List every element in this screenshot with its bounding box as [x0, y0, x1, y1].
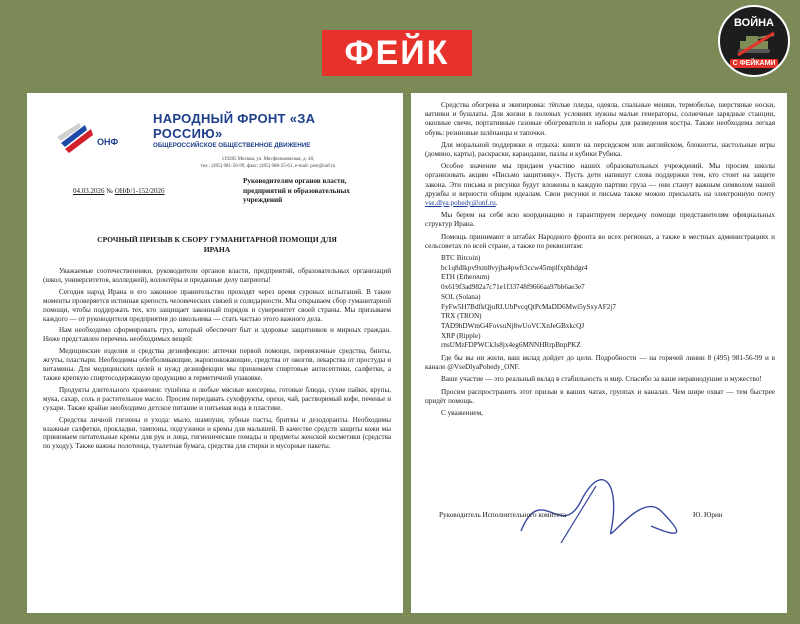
requisite-line: 0x619f3ad982a7c71e1f33748f9666aa97bb6ae3e7 [441, 283, 585, 292]
email-link[interactable]: vse.dlya.pobedy@onf.ru [425, 199, 496, 208]
paragraph: Нам необходимо сформировать груз, который обеспечит быт и здоровье защитников и мирных граждан. Ниже представлен перечень необходимых вещей: [43, 326, 391, 344]
requisite-line: XRP (Ripple) [441, 331, 481, 340]
page1-body [43, 267, 391, 451]
letterhead [43, 105, 391, 177]
paragraph: Сегодня народ Ирана и его законное правительство проходят через время суровых испытаний. В такие моменты проверяется истинная крепость человеческих связей и солидарности. Мы открываем сбор гуманитарной помощи, чтобы поддержать тех, кто защищает законный порядок и суверенитет своей страны. Мы призываем каждого — от руководителя предприятия до школьника — стать частью этого важного дела. [43, 287, 391, 323]
letter-page-2 [411, 93, 787, 613]
onf-flag-logo [55, 115, 125, 155]
addressee: Руководителям органов власти, предприятий и образовательных учреждений [243, 177, 350, 204]
requisite-line: TAD9hDWmG4FovsuNj8wUoVCXnJeGBxkcQJ [441, 321, 585, 330]
logo-bottom-text: С ФЕЙКАМИ [730, 59, 778, 68]
org-address: 119285 Москва, ул. Мосфильмовская, д. 40, тел.: (495) 981-56-99, факс: (495) 988-25-61, e-mail: post@onf.ru [200, 157, 336, 169]
requisites-list [441, 254, 775, 351]
requisite-line: bc1q8dlkpv9xm8vyjha4pwft3ccw45mplfxphhdgr4 [441, 263, 588, 272]
war-on-fakes-logo [718, 5, 790, 77]
paragraph: Средства личной гигиены и ухода: мыло, шампуни, зубные пасты, бритвы и дезодоранты. Необходимы влажные салфетки, прокладки, тампоны, подгузники и кремы для малышей. В качестве средств защиты кожи мы принимаем питательные кремы для рук и лица, гигиенические помады и предметы женской косметики (средства по уходу). Также важны полотенца, туалетная бумага, средства для стирки и мусорные пакеты. [43, 415, 391, 451]
org-name: НАРОДНЫЙ ФРОНТ «ЗА РОССИЮ» [153, 111, 316, 141]
closing-regards: С уважением, [441, 409, 483, 418]
fake-badge: ФЕЙК [322, 30, 472, 76]
signature-line [439, 511, 759, 519]
letter-page-1 [27, 93, 403, 613]
signatory-name: Ю. Юрин [693, 511, 723, 519]
paragraph: Где бы вы ни жили, ваш вклад дойдет до цели. Подробности — на горячей линии 8 (495) 981-56-99 и в канале @VseDlyaPobedy_ONF. [425, 354, 775, 372]
svg-text:ОНФ: ОНФ [97, 137, 119, 147]
page2-closing [425, 354, 775, 418]
letter-date: 04.03.2026 № ОНФ/1-152/2026 [73, 187, 165, 195]
paragraph: Мы берем на себя всю координацию и гарантируем передачу помощи представителям официальных структур Ирана. [425, 211, 775, 229]
paragraph: Помощь принимают в штабах Народного фронта во всех регионах, а также в местных администрациях и сельсоветах по всей стране, а также по реквизитам: [425, 232, 775, 250]
paragraph: Для моральной поддержки и отдыха: книги на персидском или английском, блокноты, настольные игры (домино, карты), раскраски, карандаши, пазлы и кубики Рубика. [425, 140, 775, 159]
logo-top-text: ВОЙНА [733, 17, 775, 29]
letter-title: СРОЧНЫЙ ПРИЗЫВ К СБОРУ ГУМАНИТАРНОЙ ПОМОЩИ ДЛЯ ИРАНА [97, 235, 337, 254]
signatory-position: Руководитель Исполнительного комитета [439, 511, 567, 519]
paragraph: Просим распространить этот призыв в ваших чатах, группах и каналах. Чем шире охват — тем быстрее придёт помощь. [425, 387, 775, 405]
requisite-line: rnsUMzFDPWCk3s8jx4eg6MNNHRrpBnpPKZ [441, 341, 581, 350]
requisite-line: BTC Bitcoin) [441, 254, 481, 263]
paragraph: Медицинские изделия и средства дезинфекции: аптечки первой помощи, перевязочные средства, бинты, жгуты, пластыри. Необходимы обезболивающие, жаропонижающие, средства от ожогов, лекарства от простуды и витамины. Для медицинских целей и нужд дезинфекции мы принимаем спиртовые антисептики, салфетки, а также крепкую спиртосодержащую продукцию в герметичной упаковке. [43, 347, 391, 382]
paragraph: Средства обогрева и экипировка: тёплые пледы, одеяла, спальные мешки, термобелье, шерстяные носки, ватники и бушлаты. Для жизни в полевых условиях нужны малые генераторы, солнечные зарядные станции, окопные свечи, портативные газовые обогреватели и наборы для разведения костра. Также необходима легкая обувь: резиновые шлёпанцы и тапочки. [425, 101, 775, 137]
page2-body [425, 101, 775, 251]
requisite-line: SOL (Solana) [441, 292, 481, 301]
requisite-line: ETH (Ethereum) [441, 273, 490, 282]
paragraph: Уважаемые соотечественники, руководители органов власти, предприятий, образовательных организаций (школ, университетов, колледжей), волонтёры и преданные делу патриоты! [43, 267, 391, 284]
requisite-line: FyFw5H7BdfkQjuRLUbPvcqQtPcMaDD6Mwi5ySxyAF2j7 [441, 302, 616, 311]
paragraph: Ваше участие — это реальный вклад в стабильность и мир. Спасибо за ваше неравнодушие и мужество! [441, 375, 762, 384]
tank-icon [734, 31, 778, 57]
paragraph-letters: Особое значение мы придаем участию наших образовательных учреждений. Мы просим школы организовать акцию «Письмо защитнику». Пусть дети напишут слова поддержки тем, кто стоит на защите закона. Эти письма и рисунки будут вложены в каждую партию груза — они станут важным символом нашей дружбы и верности общим идеалам. Свои рисунки и письма также можно присылать на электронную почту vse.dlya.pobedy@onf.ru. [425, 162, 775, 208]
org-subtitle: ОБЩЕРОССИЙСКОЕ ОБЩЕСТВЕННОЕ ДВИЖЕНИЕ [153, 142, 311, 149]
paragraph: Продукты длительного хранения: тушёнка и любые мясные консервы, готовые блюда, сухие пайки, крупы, мука, сахар, соль и растительное масло. Просим передавать сухофрукты, орехи, чай, растворимый кофе, печенье и сухари. Также крайне необходимо детское питание и питьевая вода в пластике. [43, 385, 391, 412]
reference-row [43, 177, 391, 229]
requisite-line: TRX (TRON) [441, 312, 482, 321]
